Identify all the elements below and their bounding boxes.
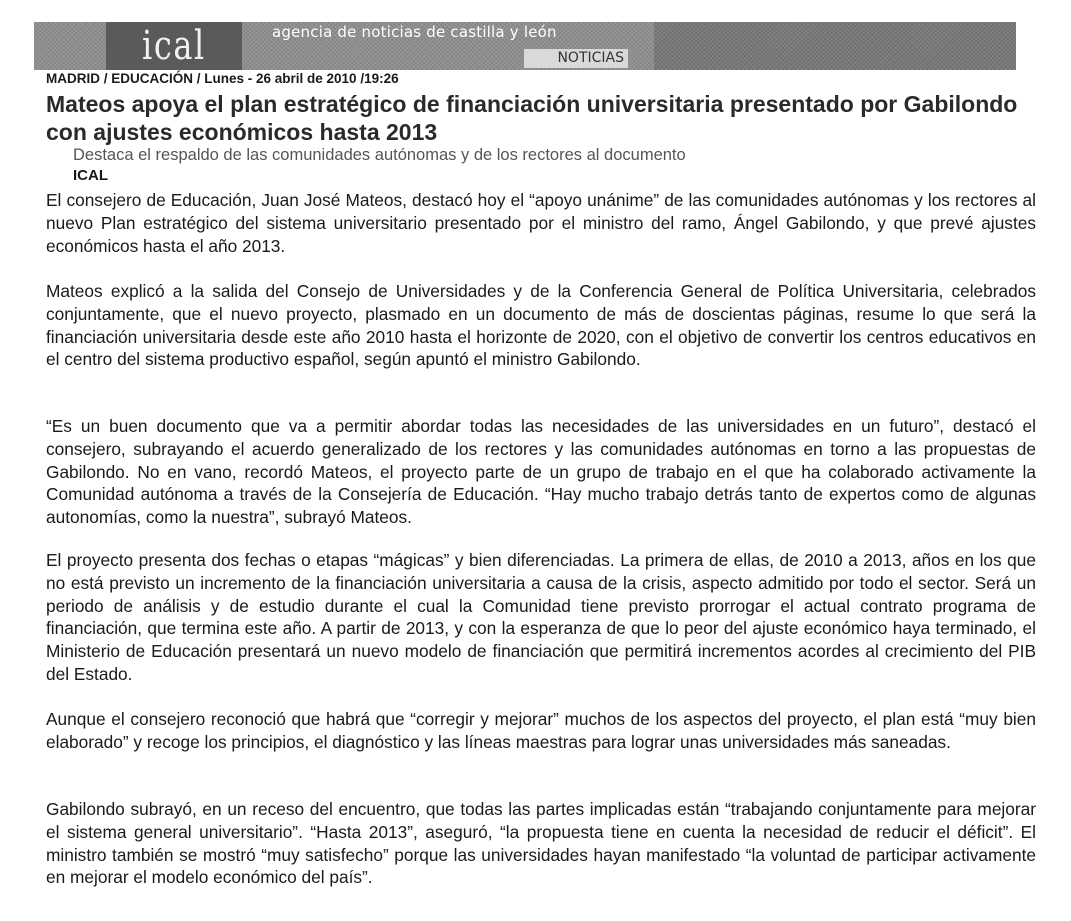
dateline: MADRID / EDUCACIÓN / Lunes - 26 abril de 2010 /19:26 — [46, 71, 399, 86]
subtitle: Destaca el respaldo de las comunidades autónomas y de los rectores al documento — [73, 146, 686, 164]
body-paragraph-6: Gabilondo subrayó, en un receso del encuentro, que todas las partes implicadas están “trabajando conjuntamente para mejorar el sistema general universitario”. “Hasta 2013”, aseguró, “la propuesta tiene en cuenta la necesidad de reducir el déficit”. El ministro también se mostró “muy satisfecho” porque las universidades hayan manifestado “la voluntad de participar activamente en mejorar el modelo económico del país”. — [46, 799, 1036, 888]
logo-text: ical — [142, 23, 206, 69]
byline: ICAL — [73, 167, 108, 184]
header-banner — [34, 22, 1016, 70]
body-paragraph-3: “Es un buen documento que va a permitir abordar todas las necesidades de las universidades en un futuro”, destacó el consejero, subrayando el acuerdo generalizado de los rectores y las comunidades autónomas en torno a las propuestas de Gabilondo. No en vano, recordó Mateos, el proyecto parte de un grupo de trabajo en el que ha colaborado activamente la Comunidad autónoma a través de la Consejería de Educación. “Hay mucho trabajo detrás tanto de expertos como de algunas autonomías, como la nuestra”, subrayó Mateos. — [46, 416, 1036, 528]
header-banner-right-band — [654, 22, 1016, 70]
body-paragraph-1: El consejero de Educación, Juan José Mateos, destacó hoy el “apoyo unánime” de las comunidades autónomas y los rectores al nuevo Plan estratégico del sistema universitario presentado por el ministro del ramo, Ángel Gabilondo, y que prevé ajustes económicos hasta el año 2013. — [46, 190, 1036, 256]
section-label: NOTICIAS — [524, 49, 628, 68]
headline: Mateos apoya el plan estratégico de financiación universitaria presentado por Gabilondo con ajustes económicos hasta 2013 — [46, 91, 1018, 145]
body-paragraph-4: El proyecto presenta dos fechas o etapas “mágicas” y bien diferenciadas. La primera de ellas, de 2010 a 2013, años en los que no está previsto un incremento de la financiación universitaria a causa de la crisis, aspecto admitido por todo el sector. Será un periodo de análisis y de estudio durante el cual la Comunidad tiene previsto prorrogar el actual contrato programa de financiación, que termina este año. A partir de 2013, y con la esperanza de que lo peor del ajuste económico haya terminado, el Ministerio de Educación presentará un nuevo modelo de financiación que permitirá incrementos acordes al crecimiento del PIB del Estado. — [46, 550, 1036, 684]
body-paragraph-2: Mateos explicó a la salida del Consejo de Universidades y de la Conferencia General de Política Universitaria, celebrados conjuntamente, que el nuevo proyecto, plasmado en un documento de más de doscientas páginas, resume lo que será la financiación universitaria desde este año 2010 hasta el horizonte de 2020, con el objetivo de convertir los centros educativos en el centro del sistema productivo español, según apuntó el ministro Gabilondo. — [46, 281, 1036, 370]
body-paragraph-5: Aunque el consejero reconoció que habrá que “corregir y mejorar” muchos de los aspectos del proyecto, el plan está “muy bien elaborado” y recoge los principios, el diagnóstico y las líneas maestras para lograr unas universidades más saneadas. — [46, 709, 1036, 752]
ical-logo — [106, 22, 242, 70]
agency-tagline: agencia de noticias de castilla y león — [272, 23, 557, 41]
